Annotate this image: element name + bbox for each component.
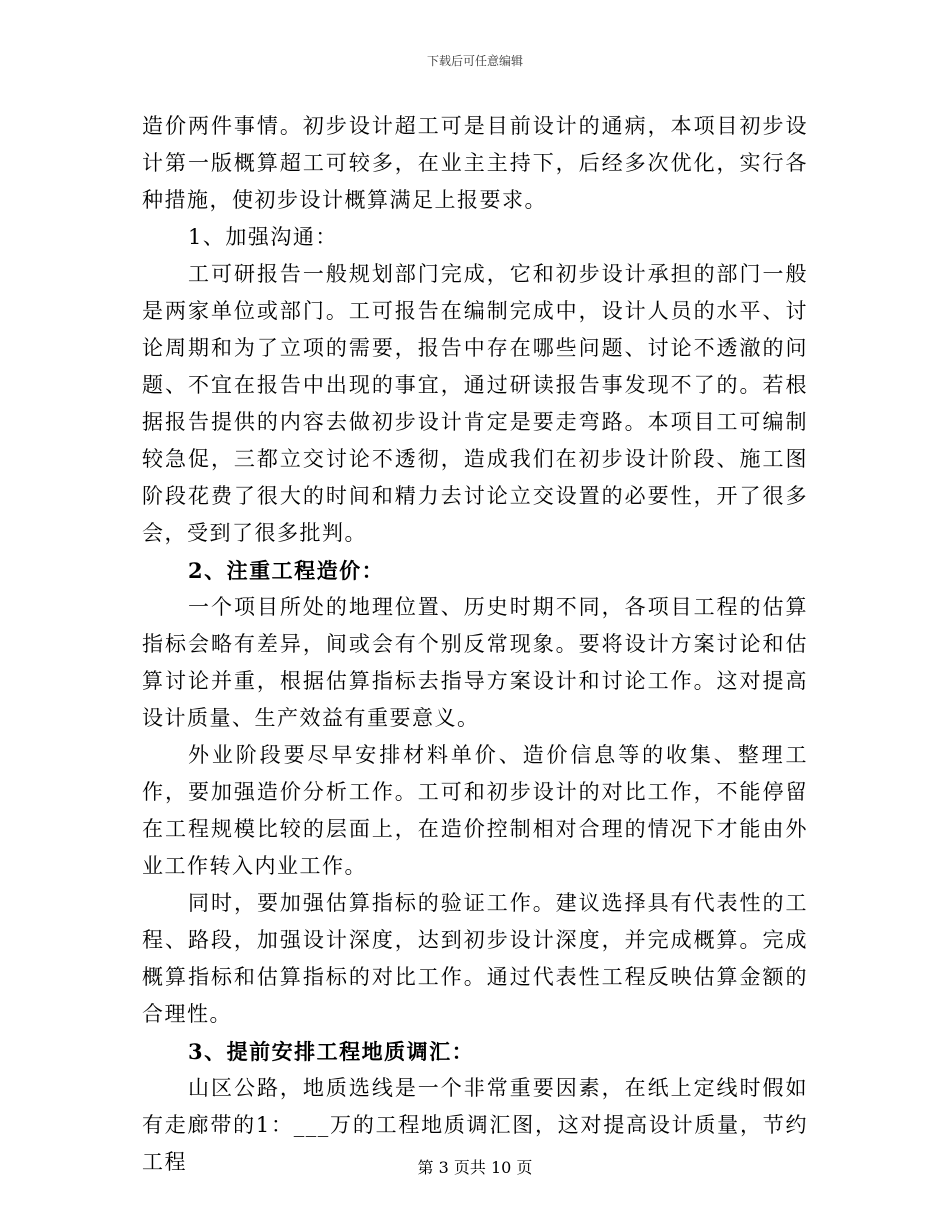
paragraph-continuation: 造价两件事情。初步设计超工可是目前设计的通病，本项目初步设计第一版概算超工可较多，在业主主持下，后经多次优化，实行各种措施，使初步设计概算满足上报要求。 <box>142 114 808 212</box>
page-footer: 第 3 页共 10 页 <box>417 1158 533 1177</box>
heading-2-cost: 2、注重工程造价： <box>188 558 385 583</box>
heading-3-geology: 3、提前安排工程地质调汇： <box>188 1039 475 1064</box>
paragraph-cost-2: 外业阶段要尽早安排材料单价、造价信息等的收集、整理工作，要加强造价分析工作。工可和初步设计的对比工作，不能停留在工程规模比较的层面上，在造价控制相对合理的情况下才能由外业工作转入内业工作。 <box>142 743 808 878</box>
heading-1-communication: 1、加强沟通： <box>188 225 338 249</box>
page-header: 下载后可任意编辑 <box>426 54 523 68</box>
paragraph-cost-3: 同时，要加强估算指标的验证工作。建议选择具有代表性的工程、路段，加强设计深度，达到初步设计深度，并完成概算。完成概算指标和估算指标的对比工作。通过代表性工程反映估算金额的合理性。 <box>142 891 808 1026</box>
paragraph-geology: 山区公路，地质选线是一个非常重要因素，在纸上定线时假如有走廊带的1：___万的工程地质调汇图，这对提高设计质量，节约工程 <box>142 1076 808 1174</box>
document-body <box>142 108 808 1181</box>
paragraph-cost-1: 一个项目所处的地理位置、历史时期不同，各项目工程的估算指标会略有差异，间或会有个别反常现象。要将设计方案讨论和估算讨论并重，根据估算指标去指导方案设计和讨论工作。这对提高设计质量、生产效益有重要意义。 <box>142 595 808 730</box>
paragraph-communication: 工可研报告一般规划部门完成，它和初步设计承担的部门一般是两家单位或部门。工可报告在编制完成中，设计人员的水平、讨论周期和为了立项的需要，报告中存在哪些问题、讨论不透澈的问题、不宜在报告中出现的事宜，通过研读报告事发现不了的。若根据报告提供的内容去做初步设计肯定是要走弯路。本项目工可编制较急促，三都立交讨论不透彻，造成我们在初步设计阶段、施工图阶段花费了很大的时间和精力去讨论立交设置的必要性，开了很多会，受到了很多批判。 <box>142 262 808 545</box>
